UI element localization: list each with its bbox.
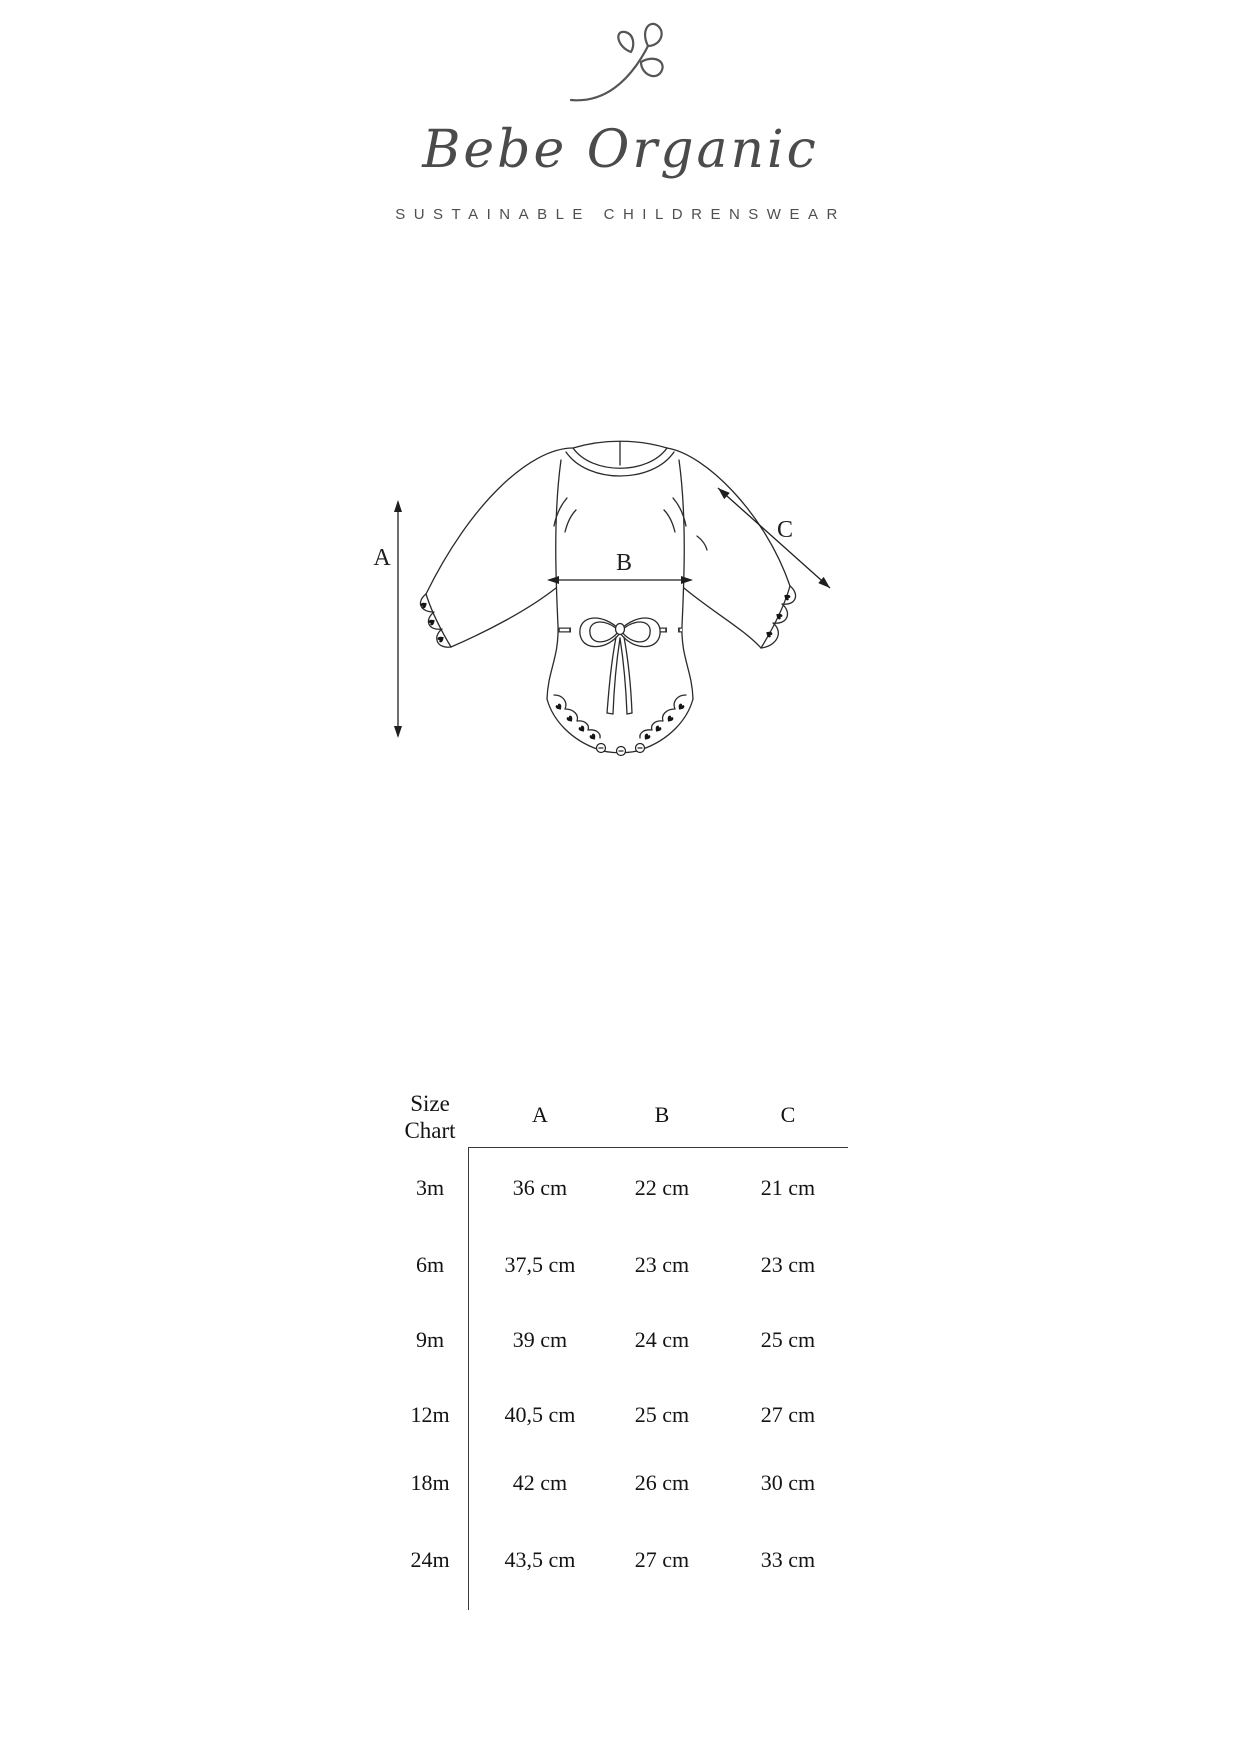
row-c-value: 30 cm (760, 1470, 816, 1495)
drawstring-bow (580, 618, 660, 714)
brand-name: Bebe Organic (422, 120, 819, 180)
row-size-label: 12m (410, 1402, 450, 1427)
heart-trim-icons (420, 593, 791, 742)
row-a-value: 37,5 cm (504, 1252, 576, 1277)
row-size-label: 24m (410, 1547, 450, 1572)
measurement-arrow-b (547, 576, 693, 584)
right-leg-scallop-trim (640, 695, 686, 738)
column-header-b: B (654, 1102, 670, 1127)
row-c-value: 21 cm (760, 1175, 816, 1200)
row-b-value: 23 cm (634, 1252, 690, 1277)
row-size-label: 9m (415, 1327, 445, 1352)
row-size-label: 3m (415, 1175, 445, 1200)
row-a-value: 39 cm (512, 1327, 568, 1352)
leaf-sprig-icon (563, 20, 675, 116)
row-a-value: 42 cm (512, 1470, 568, 1495)
row-b-value: 22 cm (634, 1175, 690, 1200)
row-a-value: 40,5 cm (504, 1402, 576, 1427)
garment-measurement-diagram (318, 418, 858, 780)
row-a-value: 36 cm (512, 1175, 568, 1200)
column-header-a: A (532, 1102, 548, 1127)
row-c-value: 33 cm (760, 1547, 816, 1572)
row-size-label: 6m (415, 1252, 445, 1277)
left-leg-scallop-trim (554, 695, 600, 738)
row-a-value: 43,5 cm (504, 1547, 576, 1572)
row-b-value: 27 cm (634, 1547, 690, 1572)
table-column-rule (468, 1147, 469, 1610)
size-chart-table (330, 1085, 850, 1630)
brand-tagline: SUSTAINABLE CHILDRENSWEAR (395, 206, 846, 223)
row-b-value: 26 cm (634, 1470, 690, 1495)
row-b-value: 25 cm (634, 1402, 690, 1427)
snap-buttons (597, 744, 645, 756)
arrow-a-label: A (373, 545, 391, 571)
table-header-rule (468, 1147, 848, 1148)
arrow-b-label: B (615, 550, 633, 576)
row-c-value: 23 cm (760, 1252, 816, 1277)
size-chart-title: Size Chart (404, 1091, 456, 1143)
column-header-c: C (780, 1102, 796, 1127)
row-c-value: 25 cm (760, 1327, 816, 1352)
arrow-c-label: C (776, 517, 794, 543)
measurement-arrow-c (718, 488, 830, 588)
measurement-arrow-a (394, 500, 402, 738)
row-b-value: 24 cm (634, 1327, 690, 1352)
row-size-label: 18m (410, 1470, 450, 1495)
row-c-value: 27 cm (760, 1402, 816, 1427)
